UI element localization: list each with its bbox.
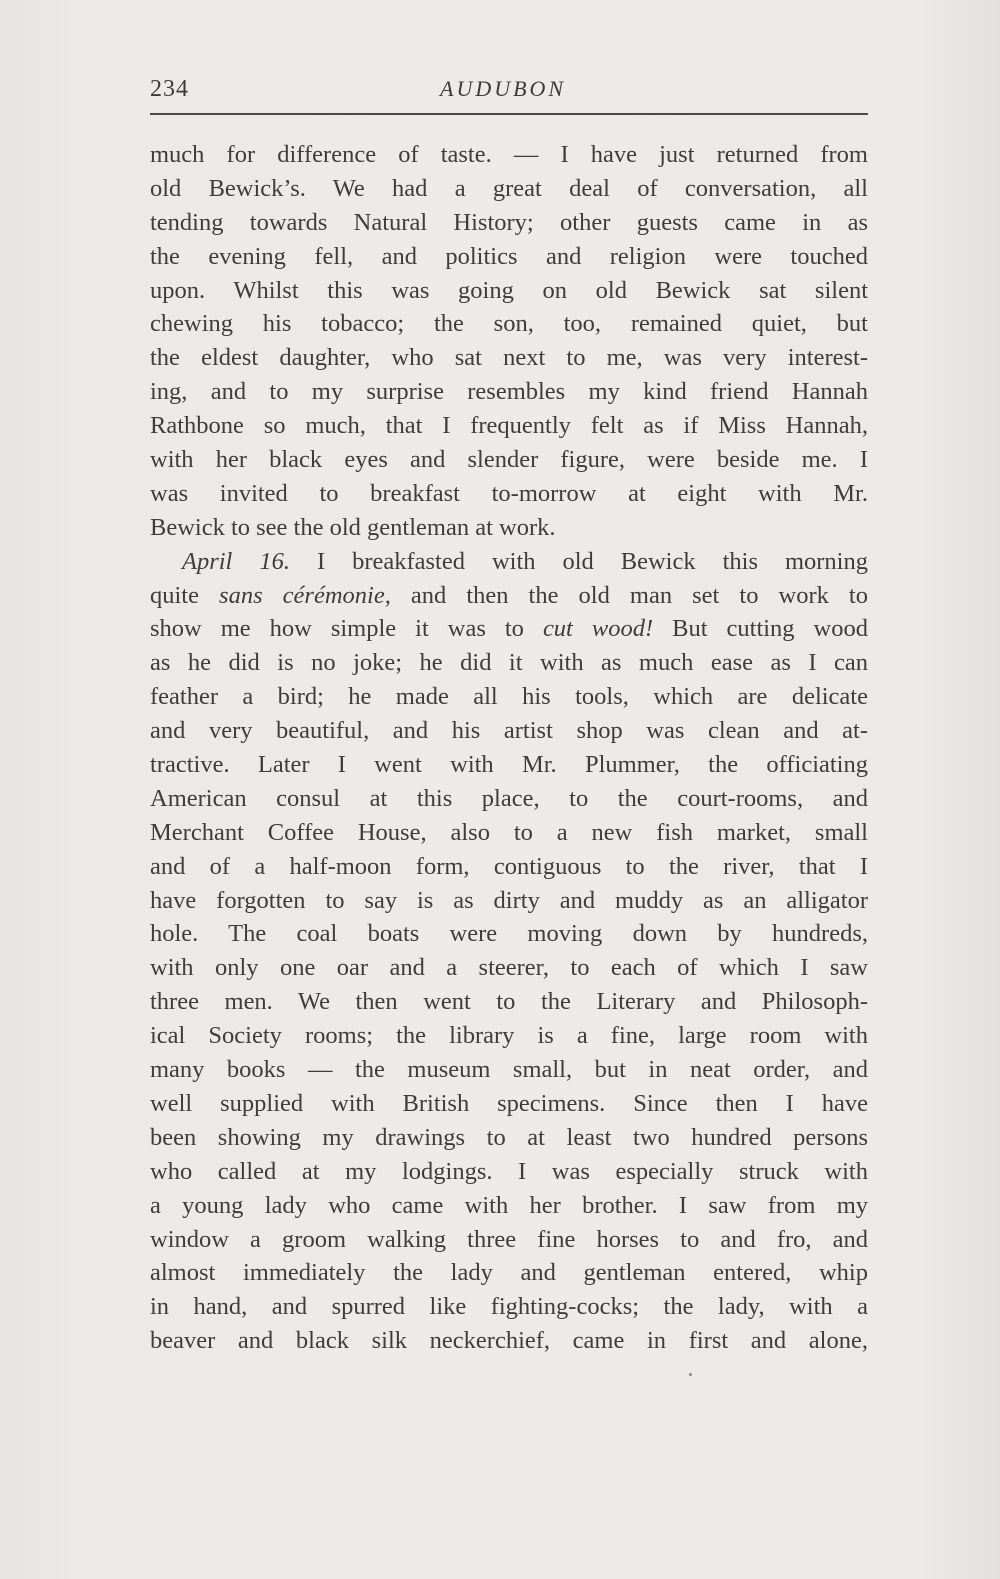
text-line: well supplied with British specimens. Since then I have bbox=[150, 1089, 868, 1117]
text-line: many books — the museum small, but in neat order, and bbox=[150, 1056, 868, 1084]
text-line: hole. The coal boats were moving down by hundreds, bbox=[150, 920, 868, 948]
text-line: with her black eyes and slender figure, were beside me. I bbox=[150, 446, 868, 474]
text-line: Rathbone so much, that I frequently felt as if Miss Hannah, bbox=[150, 412, 868, 440]
text-line: window a groom walking three fine horses to and fro, and bbox=[150, 1225, 868, 1253]
text-line: tractive. Later I went with Mr. Plummer, the officiating bbox=[150, 751, 868, 779]
text-line: ical Society rooms; the library is a fine, large room with bbox=[150, 1022, 868, 1050]
line-text: and then the old man set to work to bbox=[390, 581, 868, 609]
text-line: who called at my lodgings. I was especially struck with bbox=[150, 1157, 868, 1185]
running-head bbox=[150, 70, 868, 110]
text-line: old Bewick’s. We had a great deal of conversation, all bbox=[150, 174, 868, 202]
text-line: beaver and black silk neckerchief, came in first and alone, bbox=[150, 1327, 868, 1355]
text-line: and very beautiful, and his artist shop was clean and at- bbox=[150, 717, 868, 745]
header-rule bbox=[150, 113, 868, 115]
text-line: three men. We then went to the Literary and Philosoph- bbox=[150, 988, 868, 1016]
text-line: been showing my drawings to at least two hundred persons bbox=[150, 1123, 868, 1151]
italic-phrase: cut wood! bbox=[542, 615, 654, 643]
line-text: quite bbox=[150, 581, 220, 609]
text-line: was invited to breakfast to-morrow at eight with Mr. bbox=[150, 479, 868, 507]
text-line: the eldest daughter, who sat next to me, was very interest- bbox=[150, 344, 868, 372]
text-line: Bewick to see the old gentleman at work. bbox=[150, 513, 556, 541]
text-line: Merchant Coffee House, also to a new fish market, small bbox=[150, 818, 868, 846]
text-line bbox=[150, 612, 868, 646]
text-line: almost immediately the lady and gentleman entered, whip bbox=[150, 1259, 868, 1287]
text-line: American consul at this place, to the court-rooms, and bbox=[150, 784, 868, 812]
page-number: 234 bbox=[150, 76, 189, 102]
text-line: in hand, and spurred like fighting-cocks; the lady, with a bbox=[150, 1293, 868, 1321]
text-line: and of a half-moon form, contiguous to the river, that I bbox=[150, 852, 868, 880]
text-line: upon. Whilst this was going on old Bewick sat silent bbox=[150, 276, 868, 304]
text-line: ing, and to my surprise resembles my kind friend Hannah bbox=[150, 378, 868, 406]
paper-speck bbox=[689, 1373, 692, 1376]
entry-date: April 16. bbox=[182, 547, 290, 575]
text-line: chewing his tobacco; the son, too, remained quiet, but bbox=[150, 310, 868, 338]
text-line: feather a bird; he made all his tools, which are delicate bbox=[150, 683, 868, 711]
text-line bbox=[150, 545, 868, 579]
text-line: tending towards Natural History; other guests came in as bbox=[150, 208, 868, 236]
body-text bbox=[150, 138, 868, 1358]
text-line: with only one oar and a steerer, to each of which I saw bbox=[150, 954, 868, 982]
text-line bbox=[150, 579, 868, 613]
text-line: have forgotten to say is as dirty and muddy as an alligator bbox=[150, 886, 868, 914]
line-text: But cutting wood bbox=[653, 615, 868, 643]
italic-phrase: sans cérémonie, bbox=[219, 581, 391, 609]
text-line: a young lady who came with her brother. I saw from my bbox=[150, 1191, 868, 1219]
running-title: AUDUBON bbox=[440, 76, 567, 101]
text-line: as he did is no joke; he did it with as much ease as I can bbox=[150, 649, 868, 677]
text-line: much for difference of taste. — I have just returned from bbox=[150, 141, 868, 168]
line-text: show me how simple it was to bbox=[150, 615, 543, 643]
text-line: the evening fell, and politics and religion were touched bbox=[150, 242, 868, 270]
line-text: I breakfasted with old Bewick this morning bbox=[289, 547, 868, 575]
